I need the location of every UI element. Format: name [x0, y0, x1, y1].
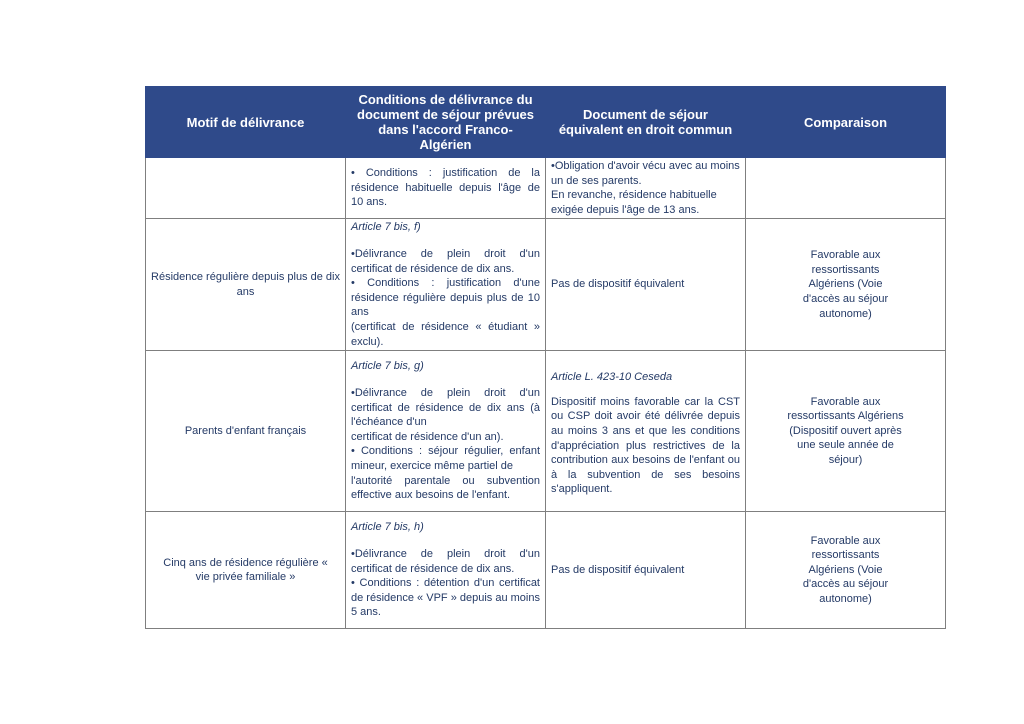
motif-text: Cinq ans de résidence régulière « vie privée familiale »	[163, 556, 328, 584]
comparison-table	[145, 86, 946, 629]
article-reference: Article L. 423-10 Ceseda	[551, 371, 673, 384]
table-header	[146, 87, 946, 158]
comparaison-text: Favorable aux ressortissants Algériens (Voie d'accès au séjour autonome)	[802, 249, 889, 320]
cell-comparaison	[746, 512, 946, 629]
cell-conditions	[346, 512, 546, 629]
header-conditions-accord: Conditions de délivrance du document de séjour prévues dans l'accord Franco-Algérien	[346, 87, 546, 158]
droit-commun-text: En revanche, résidence habituelle exigée depuis l'âge de 13 ans.	[551, 189, 717, 216]
table-row	[146, 351, 946, 512]
cell-droit-commun	[546, 158, 746, 219]
condition-text: •Délivrance de plein droit d'un certificat de résidence de dix ans (à l'échéance d'un	[351, 387, 540, 429]
article-reference: Article 7 bis, f)	[351, 221, 421, 234]
condition-text: (certificat de résidence « étudiant » exclu).	[351, 320, 540, 348]
cell-motif	[146, 158, 346, 219]
header-motif: Motif de délivrance	[146, 87, 346, 158]
cell-conditions	[346, 158, 546, 219]
cell-motif: Résidence régulière depuis plus de dix ans	[146, 219, 346, 351]
cell-comparaison	[746, 219, 946, 351]
article-reference: Article 7 bis, h)	[351, 521, 424, 534]
droit-commun-text: Dispositif moins favorable car la CST ou CSP doit avoir été délivrée depuis au moins 3 ans et que les conditions d'appréciation plus restrictives de la contribution aux besoins de l'enfant ou à la subvention de ses besoins s'appliquent.	[551, 395, 740, 496]
condition-text: •Délivrance de plein droit d'un certificat de résidence de dix ans.	[351, 547, 540, 575]
table-row	[146, 158, 946, 219]
condition-text: l'autorité parentale ou subvention effective aux besoins de l'enfant.	[351, 474, 540, 502]
condition-text: • Conditions : justification de la résidence habituelle depuis l'âge de 10 ans.	[351, 167, 540, 209]
header-comparaison: Comparaison	[746, 87, 946, 158]
droit-commun-text: •Obligation d'avoir vécu avec au moins un de ses parents.	[551, 160, 740, 187]
cell-motif	[146, 512, 346, 629]
comparaison-text: Favorable aux ressortissants Algériens (Voie d'accès au séjour autonome)	[802, 534, 889, 606]
condition-text: •Délivrance de plein droit d'un certificat de résidence de dix ans.	[351, 247, 540, 275]
cell-conditions	[346, 219, 546, 351]
condition-text: • Conditions : détention d'un certificat de résidence « VPF » depuis au moins 5 ans.	[351, 577, 540, 619]
condition-text: certificat de résidence d'un an).	[351, 430, 504, 443]
cell-conditions	[346, 351, 546, 512]
cell-comparaison	[746, 351, 946, 512]
article-reference: Article 7 bis, g)	[351, 360, 424, 373]
cell-droit-commun	[546, 351, 746, 512]
cell-droit-commun: Pas de dispositif équivalent	[546, 512, 746, 629]
table-row	[146, 512, 946, 629]
table-row	[146, 219, 946, 351]
cell-motif: Parents d'enfant français	[146, 351, 346, 512]
condition-text: • Conditions : justification d'une résidence régulière depuis plus de 10 ans	[351, 277, 540, 319]
cell-comparaison	[746, 158, 946, 219]
comparaison-text: Favorable aux ressortissants Algériens (Dispositif ouvert après une seule année de séjour)	[787, 395, 904, 467]
condition-text: • Conditions : séjour régulier, enfant mineur, exercice même partiel de	[351, 445, 540, 473]
cell-droit-commun: Pas de dispositif équivalent	[546, 219, 746, 351]
header-row	[146, 87, 946, 158]
header-document-droit-commun: Document de séjour équivalent en droit commun	[546, 87, 746, 158]
